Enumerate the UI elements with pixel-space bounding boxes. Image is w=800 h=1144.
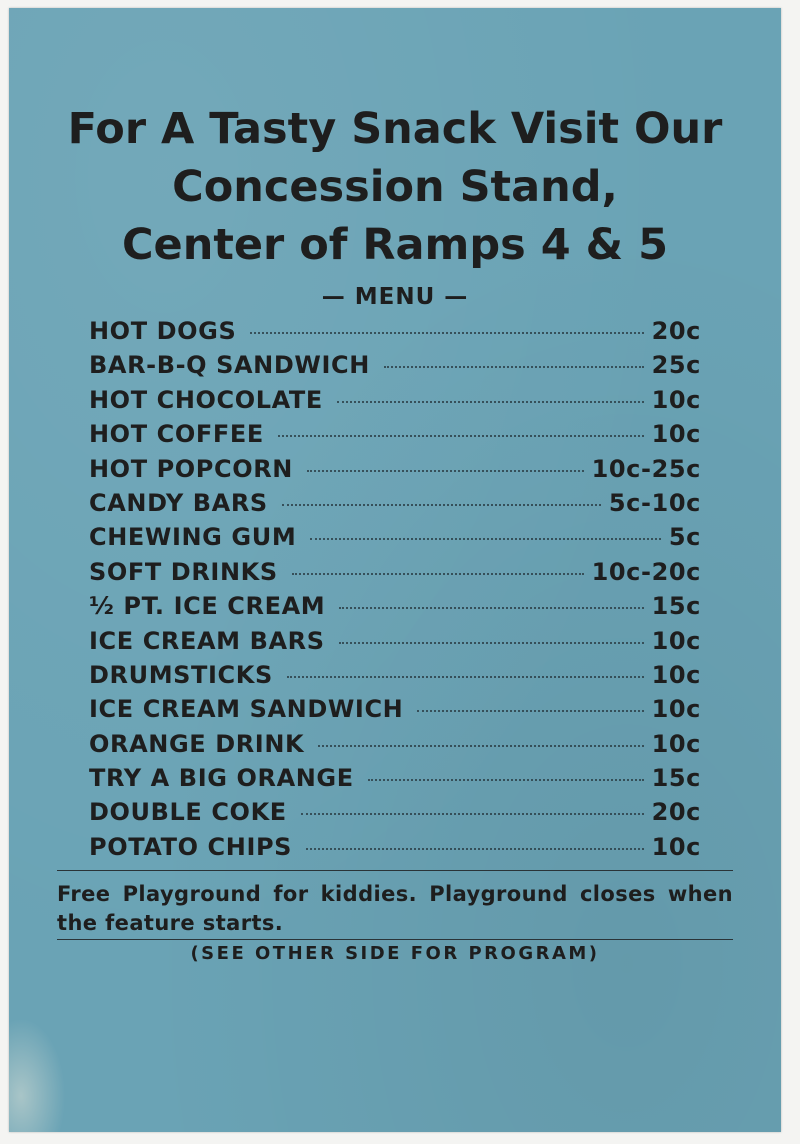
menu-item-hot-dogs	[89, 317, 701, 351]
menu-item-price: 15c	[651, 764, 701, 793]
menu-item-try-a-big-orange	[89, 764, 701, 798]
menu-item-price: 5c-10c	[608, 488, 701, 517]
menu-item-name: SOFT DRINKS	[89, 557, 278, 586]
menu-item-name: CHEWING GUM	[89, 523, 297, 552]
menu-item-price: 10c	[651, 660, 701, 689]
menu-item-ice-cream-sandwich	[89, 695, 701, 729]
menu-item-name: HOT CHOCOLATE	[89, 385, 323, 414]
headline	[9, 100, 781, 274]
dot-leader	[417, 710, 643, 712]
menu-item-bar-b-q-sandwich	[89, 351, 701, 385]
dot-leader	[339, 607, 643, 609]
headline-line-2: Concession Stand,	[172, 162, 618, 212]
dot-leader	[310, 538, 661, 540]
dot-leader	[306, 848, 644, 850]
menu-item-half-pint-ice-cream	[89, 592, 701, 626]
menu-item-name: ICE CREAM BARS	[89, 626, 325, 655]
menu-item-name: BAR-B-Q SANDWICH	[89, 351, 370, 380]
menu-item-hot-coffee	[89, 420, 701, 454]
menu-item-hot-popcorn	[89, 455, 701, 489]
menu-item-price: 10c-25c	[591, 454, 701, 483]
menu-item-name: ICE CREAM SANDWICH	[89, 695, 404, 724]
dot-leader	[339, 642, 644, 644]
menu-heading: — MENU —	[321, 284, 469, 310]
menu-item-ice-cream-bars	[89, 627, 701, 661]
dot-leader	[282, 504, 601, 506]
see-other-side-note: (SEE OTHER SIDE FOR PROGRAM)	[190, 943, 600, 964]
menu-item-price: 10c-20c	[591, 557, 701, 586]
dot-leader	[318, 745, 643, 747]
menu-item-name: DRUMSTICKS	[89, 660, 273, 689]
menu-item-soft-drinks	[89, 558, 701, 592]
paper-wear-mark	[9, 1012, 69, 1132]
menu-item-name: ORANGE DRINK	[89, 729, 305, 758]
menu-item-price: 10c	[651, 832, 701, 861]
headline-line-3: Center of Ramps 4 & 5	[121, 220, 668, 270]
dot-leader	[368, 779, 644, 781]
menu-item-price: 25c	[651, 351, 701, 380]
headline-line-1: For A Tasty Snack Visit Our	[67, 104, 723, 154]
menu-item-price: 10c	[651, 695, 701, 724]
menu-item-name: HOT DOGS	[89, 317, 237, 345]
menu-item-potato-chips	[89, 833, 701, 867]
dot-leader	[278, 435, 644, 437]
menu-item-price: 10c	[651, 729, 701, 758]
dot-leader	[250, 332, 643, 334]
menu-card	[9, 8, 781, 1132]
menu-item-name: HOT COFFEE	[89, 420, 264, 449]
menu-item-drumsticks	[89, 661, 701, 695]
menu-item-orange-drink	[89, 730, 701, 764]
menu-item-price: 20c	[651, 798, 701, 827]
menu-item-price: 10c	[651, 626, 701, 655]
menu-item-price: 20c	[651, 317, 701, 345]
menu-item-chewing-gum	[89, 523, 701, 557]
menu-item-price: 5c	[668, 523, 701, 552]
dot-leader	[292, 573, 584, 575]
menu-item-name: HOT POPCORN	[89, 454, 293, 483]
menu-item-hot-chocolate	[89, 386, 701, 420]
menu-item-price: 15c	[651, 592, 701, 621]
divider-top	[57, 870, 733, 871]
playground-note: Free Playground for kiddies. Playground closes when the feature starts.	[57, 882, 733, 935]
menu-item-name: CANDY BARS	[89, 488, 268, 517]
menu-item-name: POTATO CHIPS	[89, 832, 293, 861]
menu-list	[89, 317, 701, 867]
dot-leader	[384, 366, 644, 368]
menu-item-double-coke	[89, 798, 701, 832]
menu-item-price: 10c	[651, 420, 701, 449]
dot-leader	[301, 813, 644, 815]
dot-leader	[337, 401, 644, 403]
menu-item-name: ½ PT. ICE CREAM	[89, 592, 326, 621]
menu-item-price: 10c	[651, 385, 701, 414]
dot-leader	[287, 676, 644, 678]
menu-item-candy-bars	[89, 489, 701, 523]
divider-bottom	[57, 939, 733, 940]
menu-item-name: TRY A BIG ORANGE	[89, 764, 354, 793]
dot-leader	[307, 470, 584, 472]
menu-item-name: DOUBLE COKE	[89, 798, 287, 827]
